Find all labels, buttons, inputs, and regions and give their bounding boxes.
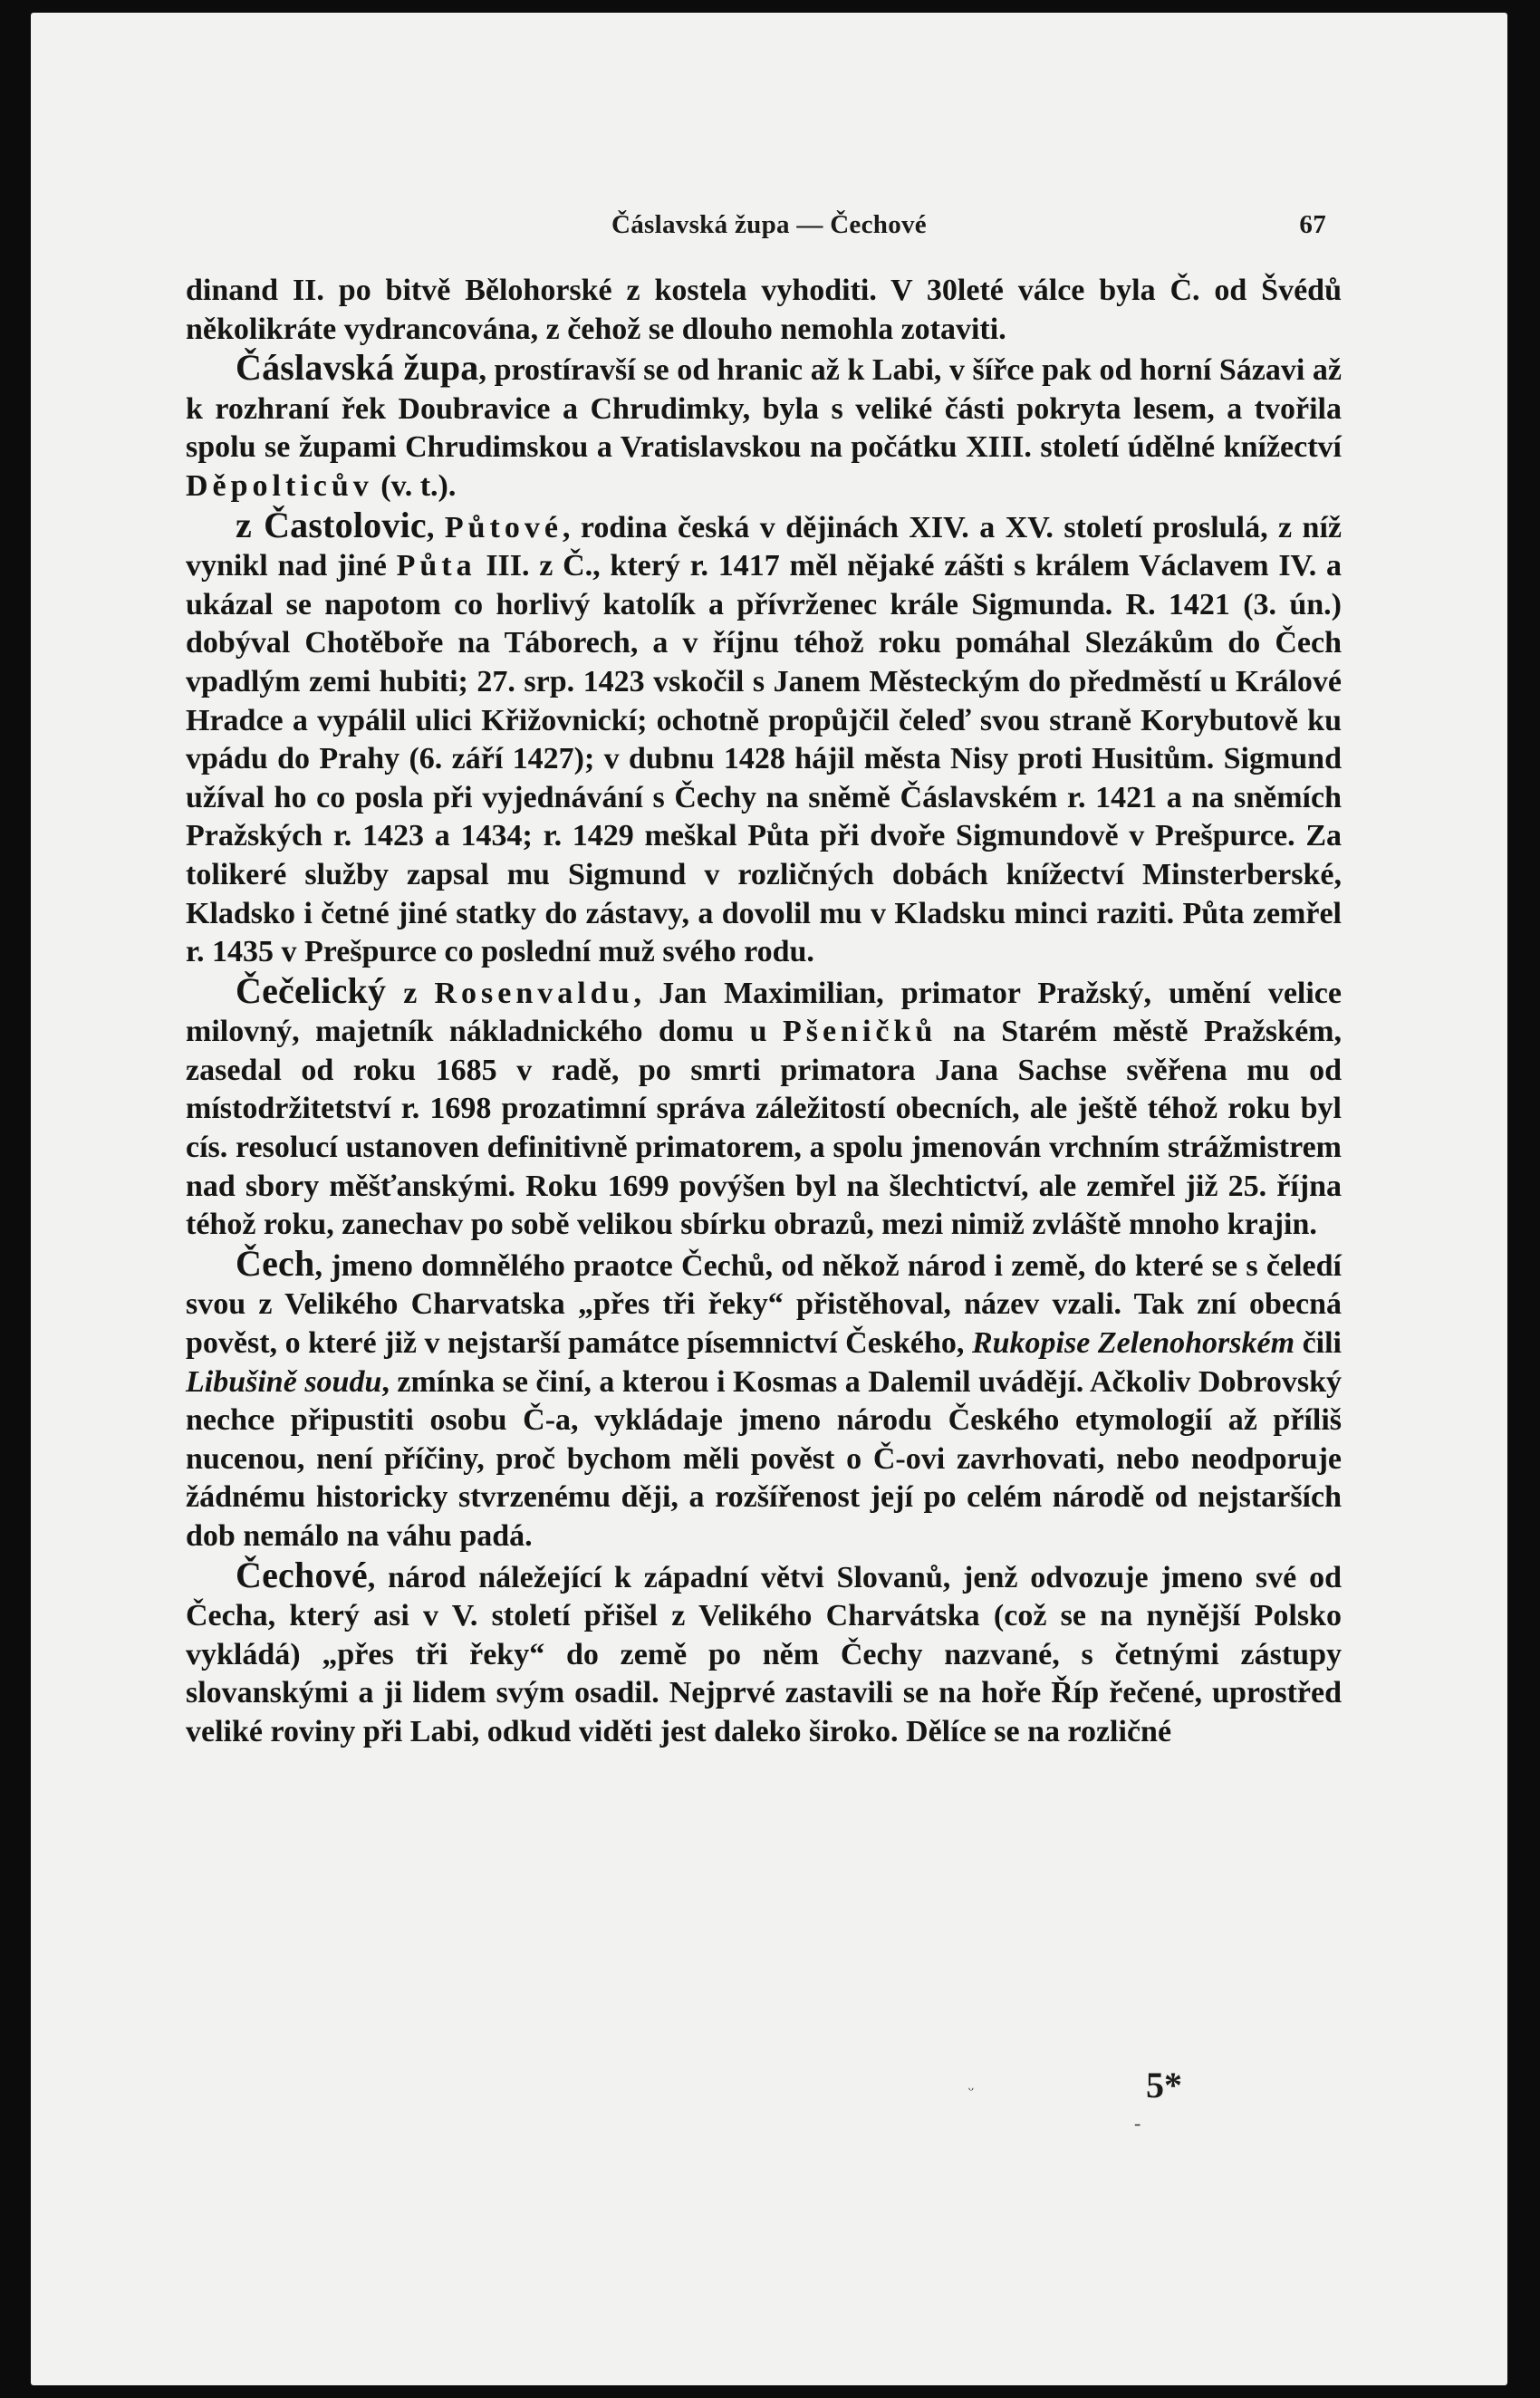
spaced-name: Půtové	[444, 510, 563, 544]
spaced-name: Děpolticův	[186, 468, 373, 503]
entry-cecelicky	[186, 969, 1342, 1245]
paragraph-text: , prostíravší se od hranic až k Labi, v šířce pak od horní Sázavi až k rozhraní řek Doubravice a Chrudimky, byla s veliké části pokryta lesem, a tvořila spolu se župami Chrudimskou a Vratislavskou na počátku XIII. století údělné knížectví	[186, 353, 1342, 465]
page-number: 67	[1299, 210, 1326, 239]
entry-headword: z Častolovic	[236, 504, 427, 545]
paragraph-text: III. z Č., který r. 1417 měl nějaké zášti s králem Václavem IV. a ukázal se napotom co horlivý katolík a přívrženec krále Sigmunda. R. 1421 (3. ún.) dobýval Chotěboře na Táborech, a v říjnu téhož roku pomáhal Slezákům do Čech vpadlým zemi hubiti; 27. srp. 1423 vskočil s Janem Městeckým do předměstí u Králové Hradce a vypálil ulici Křižovnickí; ochotně propůjčil čeleď svou straně Korybutově ku vpádu do Prahy (6. září 1427); v dubnu 1428 hájil města Nisy proti Husitům. Sigmund užíval ho co posla při vyjednávání s Čechy na sněmě Čáslavském r. 1421 a na sněmích Pražských r. 1423 a 1434; r. 1429 meškal Půta při dvoře Sigmundově v Prešpurce. Za tolikeré služby zapsal mu Sigmund v rozličných dobách knížectví Minsterberské, Kladsko i četné jiné statky do zástavy, a dovolil mu v Kladsku minci raziti. Půta zemřel r. 1435 v Prešpurce co poslední muž svého rodu.	[186, 549, 1342, 969]
paragraph-text: , Jan Maximilian, primator Pražský, umění velice milovný, majetník nákladnického domu u	[186, 976, 1342, 1049]
spaced-name: Pšeničků	[782, 1015, 938, 1049]
paragraph-text: ,	[426, 510, 445, 544]
spaced-name: Rosenvaldu	[434, 976, 634, 1010]
italic-title: Rukopise Zelenohorském	[971, 1326, 1295, 1361]
running-header	[212, 210, 1326, 240]
continued-entry	[186, 272, 1342, 349]
paragraph-text: čili	[1295, 1326, 1342, 1361]
entry-headword: Čechové	[236, 1554, 368, 1595]
entry-z-castolovic	[186, 506, 1342, 972]
paragraph-text: , rodina česká v dějinách XIV. a XV. století proslulá, z níž vynikl nad jiné	[186, 510, 1342, 583]
entry-headword: Čečelický	[236, 969, 387, 1011]
entry-headword: Čáslavská župa	[236, 347, 479, 389]
signature-mark: 5*	[1146, 2065, 1182, 2105]
paragraph-text: , zmínka se činí, a kterou i Kosmas a Dalemil uvádějí. Ačkoliv Dobrovský nechce připustiti osobu Č-a, vykládaje jmeno národu Českého etymologií až příliš nucenou, není příčiny, proč bychom měli pověst o Č-ovi zavrhovati, nebo neodporuje žádnému historicky stvrzenému ději, a rozšířenost její po celém národě od nejstarších dob nemálo na váhu padá.	[186, 1364, 1342, 1553]
entry-cech	[186, 1242, 1342, 1556]
paragraph-text: dinand II. po bitvě Bělohorské z kostela vyhoditi. V 30leté válce byla Č. od Švédů několikráte vydrancována, z čehož se dlouho nemohla zotaviti.	[186, 274, 1342, 346]
paragraph-text: na Starém městě Pražském, zasedal od roku 1685 v radě, po smrti primatora Jana Sachse svěřena mu od místodržitetství r. 1698 prozatimní správa záležitostí obecních, ale ještě téhož roku byl cís. resolucí ustanoven definitivně primatorem, a spolu jmenován vrchním strážmistrem nad sbory měšťanskými. Roku 1699 povýšen byl na šlechtictví, ale zemřel již 25. října téhož roku, zanechav po sobě velikou sbírku obrazů, mezi nimiž zvláště mnoho krajin.	[186, 1015, 1342, 1242]
paragraph-text: z	[386, 976, 435, 1010]
entry-headword: Čech	[236, 1242, 315, 1284]
entry-cechove	[186, 1556, 1342, 1752]
running-title: Čáslavská župa — Čechové	[611, 210, 927, 239]
printer-speck: ᵕ	[968, 2080, 974, 2100]
printer-dash: -	[1134, 2112, 1141, 2134]
entry-caslavska-zupa	[186, 349, 1342, 506]
paragraph-text: (v. t.).	[372, 468, 457, 503]
paragraph-text: , jmeno domnělého praotce Čechů, od někož národ i země, do které se s čeledí svou z Velikého Charvatska „přes tři řeky“ přistěhoval, název vzali. Tak zní obecná pověst, o které již v nejstarší památce písemnictví Českého,	[186, 1248, 1342, 1361]
page-body-text	[186, 272, 1342, 1752]
spaced-name: Půta	[396, 549, 476, 583]
paragraph-text: , národ náležející k západní větvi Slovanů, jenž odvozuje jmeno své od Čecha, který asi v V. století přišel z Velikého Charvátska (což se na nynější Polsko vykládá) „přes tři řeky“ do země po něm Čechy nazvané, s četnými zástupy slovanskými a ji lidem svým osadil. Nejprvé zastavili se na hoře Říp řečené, uprostřed veliké roviny při Labi, odkud viděti jest daleko široko. Dělíce se na rozličné	[186, 1560, 1342, 1748]
italic-title: Libušině soudu	[186, 1364, 382, 1399]
